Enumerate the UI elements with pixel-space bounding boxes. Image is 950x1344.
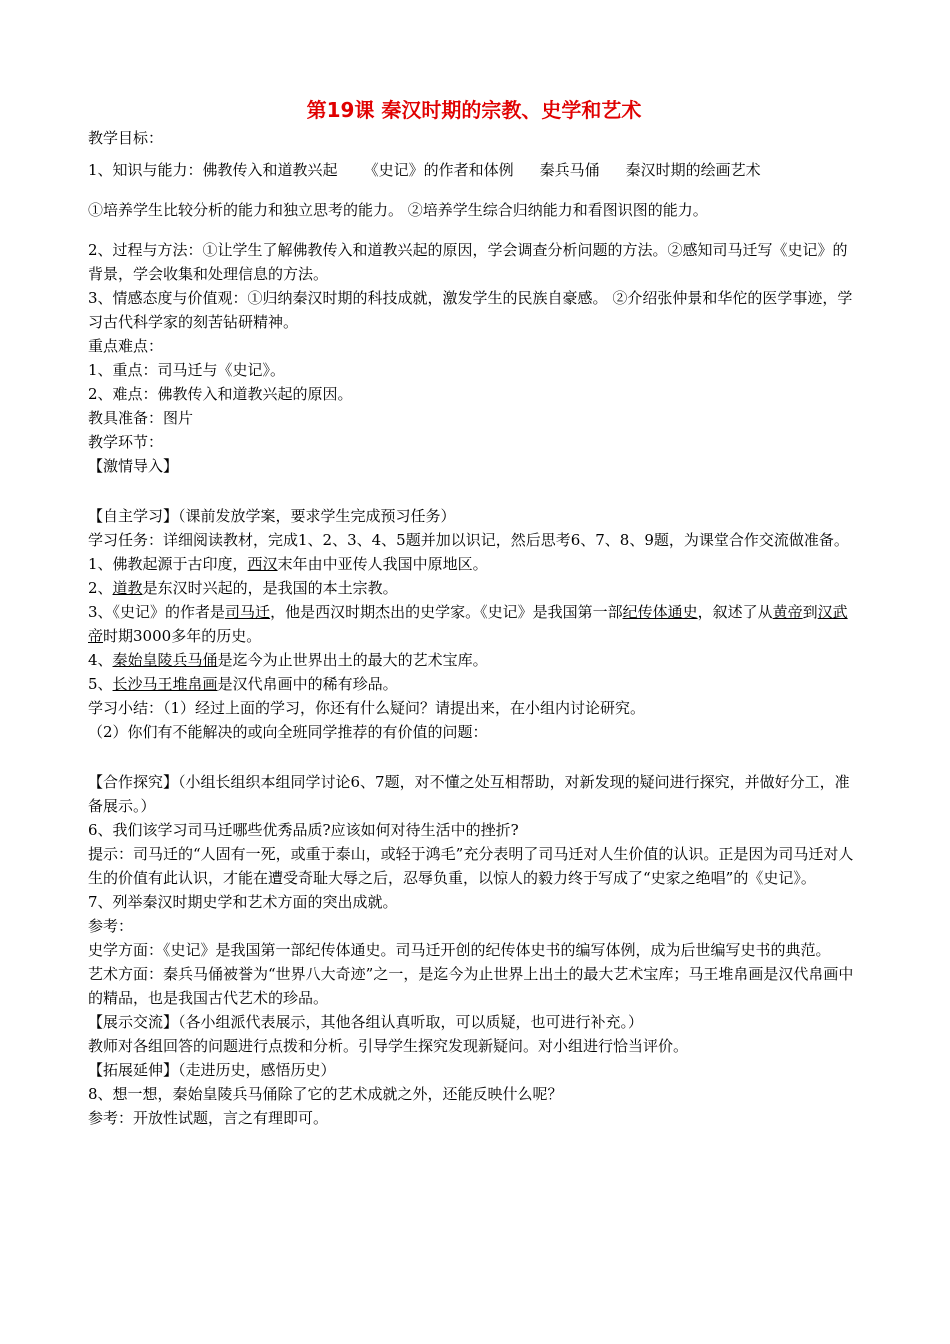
section-extend: 【拓展延伸】（走进历史，感悟历史） [88, 1061, 336, 1079]
objective-1-sub: ①培养学生比较分析的能力和独立思考的能力。 ②培养学生综合归纳能力和看图识图的能力。 [88, 201, 708, 219]
question-5: 5、长沙马王堆帛画是汉代帛画中的稀有珍品。 [88, 675, 398, 693]
section-self-study: 【自主学习】（课前发放学案，要求学生完成预习任务） [88, 507, 456, 525]
hint: 提示：司马迁的“人固有一死，或重于泰山，或轻于鸿毛”充分表明了司马迁对人生价值的认识。正是因为司马迁对人生的价值有此认识，才能在遭受奇耻大辱之后，忍辱负重，以惊人的毅力终于写成了“史家之绝唱”的《史记》。 [88, 845, 854, 887]
keypoints-heading: 重点难点： [88, 337, 164, 355]
question-7: 7、列举秦汉时期史学和艺术方面的突出成就。 [88, 893, 398, 911]
objectives-heading: 教学目标： [88, 129, 164, 147]
keypoint-1: 1、重点：司马迁与《史记》。 [88, 361, 286, 379]
summary-2: （2）你们有不能解决的或向全班同学推荐的有价值的问题： [88, 723, 488, 741]
keypoint-2: 2、难点：佛教传入和道教兴起的原因。 [88, 385, 353, 403]
question-2: 2、道教是东汉时兴起的，是我国的本土宗教。 [88, 579, 398, 597]
question-8: 8、想一想，秦始皇陵兵马俑除了它的艺术成就之外，还能反映什么呢？ [88, 1085, 563, 1103]
section-intro: 【激情导入】 [88, 457, 179, 475]
summary-1: 学习小结：（1）经过上面的学习，你还有什么疑问？请提出来，在小组内讨论研究。 [88, 699, 646, 717]
steps-heading: 教学环节： [88, 433, 164, 451]
tools: 教具准备：图片 [88, 409, 194, 427]
art-answer: 艺术方面：秦兵马俑被誉为“世界八大奇迹”之一，是迄今为止世界上出土的最大艺术宝库；马王堆帛画是汉代帛画中的精品，也是我国古代艺术的珍品。 [88, 965, 854, 1007]
reference-2: 参考：开放性试题，言之有理即可。 [88, 1109, 329, 1127]
objective-3: 3、情感态度与价值观：①归纳秦汉时期的科技成就，激发学生的民族自豪感。 ②介绍张仲景和华佗的医学事迹，学习古代科学家的刻苦钻研精神。 [88, 289, 853, 331]
section-show: 【展示交流】（各小组派代表展示，其他各组认真听取，可以质疑，也可进行补充。） [88, 1013, 644, 1031]
document-page [88, 96, 860, 1130]
page-title: 第19课 秦汉时期的宗教、史学和艺术 [306, 98, 642, 122]
question-4: 4、秦始皇陵兵马俑是迄今为止世界出土的最大的艺术宝库。 [88, 651, 488, 669]
question-1: 1、佛教起源于古印度，西汉末年由中亚传人我国中原地区。 [88, 555, 488, 573]
objective-1: 1、知识与能力：佛教传入和道教兴起 《史记》的作者和体例 秦兵马俑 秦汉时期的绘画艺术 [88, 161, 761, 179]
task: 学习任务：详细阅读教材，完成1、2、3、4、5题并加以识记，然后思考6、7、8、9题，为课堂合作交流做准备。 [88, 531, 849, 549]
reference-1: 参考： [88, 917, 134, 935]
teacher-note: 教师对各组回答的问题进行点拨和分析。引导学生探究发现新疑问。对小组进行恰当评价。 [88, 1037, 689, 1055]
question-3: 3、《史记》的作者是司马迁，他是西汉时期杰出的史学家。《史记》是我国第一部纪传体通史，叙述了从黄帝到汉武帝时期3000多年的历史。 [88, 603, 848, 645]
question-6: 6、我们该学习司马迁哪些优秀品质?应该如何对待生活中的挫折? [88, 821, 519, 839]
history-answer: 史学方面：《史记》是我国第一部纪传体通史。司马迁开创的纪传体史书的编写体例，成为后世编写史书的典范。 [88, 941, 831, 959]
objective-2: 2、过程与方法：①让学生了解佛教传入和道教兴起的原因，学会调查分析问题的方法。②感知司马迁写《史记》的背景，学会收集和处理信息的方法。 [88, 241, 848, 283]
section-coop: 【合作探究】（小组长组织本组同学讨论6、7题，对不懂之处互相帮助，对新发现的疑问进行探究，并做好分工，准备展示。） [88, 773, 850, 815]
